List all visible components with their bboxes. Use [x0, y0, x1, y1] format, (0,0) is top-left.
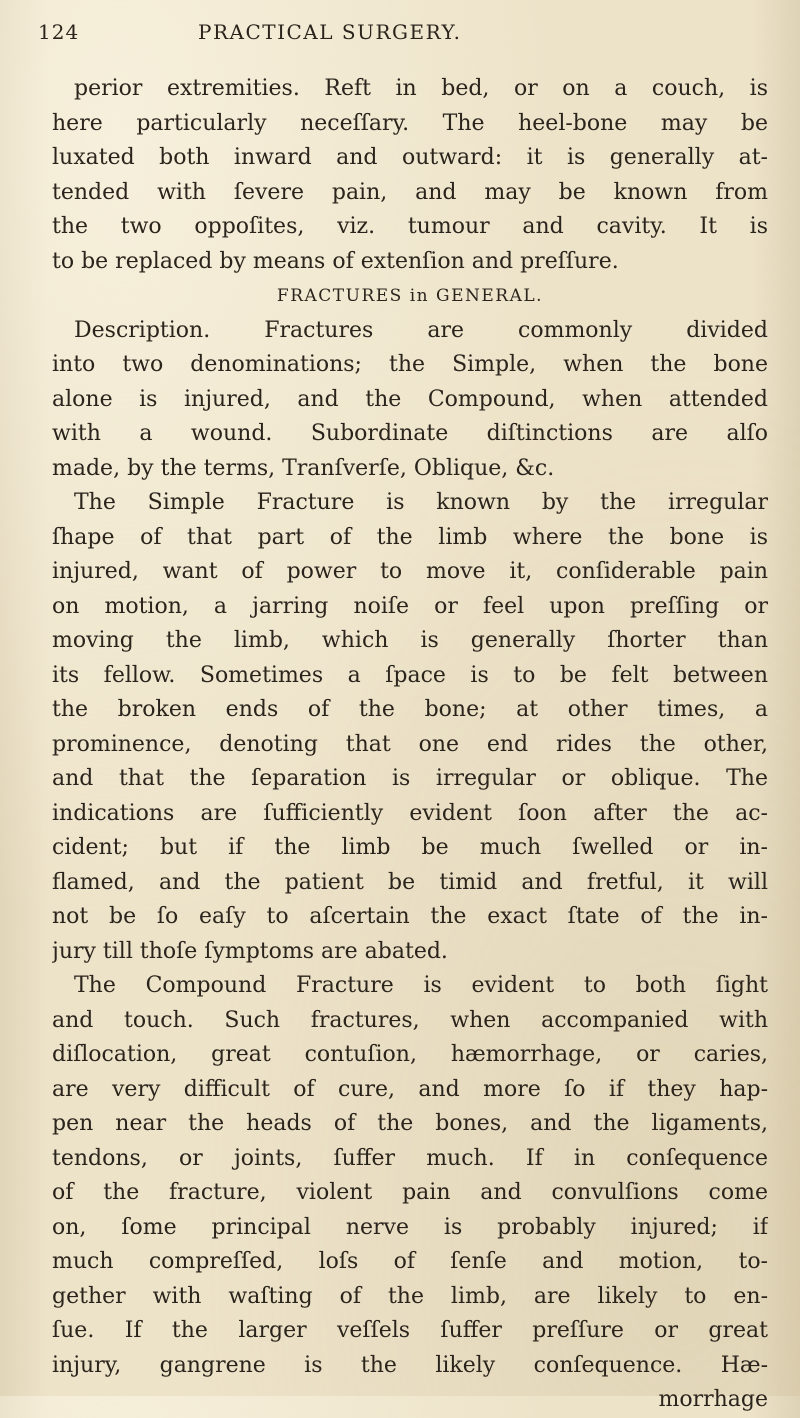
page-number: 124: [38, 20, 80, 44]
text-line: tendons, or joints, ſuffer much. If in conſequence: [52, 1145, 768, 1171]
text-line: The Simple Fracture is known by the irregular: [74, 490, 768, 515]
text-line: The Compound Fracture is evident to both ſight: [74, 973, 768, 998]
text-line: with a wound. Subordinate diſtinctions are alſo: [52, 421, 768, 446]
text-line: are very difficult of cure, and more ſo if they hap-: [52, 1076, 768, 1102]
text-line: into two denominations; the Simple, when the bone: [52, 352, 768, 377]
text-line: much compreſſed, loſs of ſenſe and motion, to-: [52, 1249, 768, 1274]
text-line: and that the ſeparation is irregular or oblique. The: [52, 766, 768, 791]
text-line: on motion, a jarring noiſe or feel upon preſſing or: [52, 593, 768, 619]
text-line: morrhage: [658, 1387, 768, 1412]
text-line: the two oppoſites, viz. tumour and cavity. It is: [52, 214, 768, 239]
text-line: of the fracture, violent pain and convulſions come: [52, 1180, 768, 1205]
text-line: injury, gangrene is the likely conſequence. Hæ-: [52, 1352, 768, 1378]
text-line: injured, want of power to move it, conſiderable pain: [52, 559, 768, 584]
text-line: and touch. Such fractures, when accompanied with: [52, 1007, 768, 1033]
text-line: indications are ſufficiently evident ſoon after the ac-: [52, 800, 768, 826]
text-line: ſhape of that part of the limb where the bone is: [52, 524, 768, 550]
text-line: jury till thoſe ſymptoms are abated.: [52, 938, 448, 964]
text-line: to be replaced by means of extenſion and preſſure.: [52, 248, 619, 274]
text-line: perior extremities. Reft in bed, or on a couch, is: [74, 76, 768, 101]
body-text: [52, 72, 768, 1418]
text-line: flamed, and the patient be timid and fretful, it will: [52, 869, 768, 895]
text-line: here particularly neceſſary. The heel-bone may be: [52, 110, 768, 136]
text-line: on, ſome principal nerve is probably injured; if: [52, 1214, 768, 1240]
text-line: prominence, denoting that one end rides the other,: [52, 731, 768, 757]
text-line: not be ſo eaſy to aſcertain the exact ſtate of the in-: [52, 904, 768, 929]
text-line: its fellow. Sometimes a ſpace is to be felt between: [52, 662, 768, 688]
text-line: gether with waſting of the limb, are likely to en-: [52, 1283, 768, 1309]
running-title: PRACTICAL SURGERY.: [198, 20, 462, 44]
running-head: [38, 16, 762, 50]
text-line: ſue. If the larger veſſels ſuffer preſſure or great: [52, 1318, 768, 1343]
text-line: moving the limb, which is generally ſhorter than: [52, 628, 768, 653]
text-line: pen near the heads of the bones, and the ligaments,: [52, 1111, 768, 1136]
text-line: the broken ends of the bone; at other times, a: [52, 697, 768, 722]
section-heading: FRACTURES in GENERAL.: [276, 286, 544, 306]
text-line: made, by the terms, Tranſverſe, Oblique, &c.: [52, 455, 555, 481]
text-line: cident; but if the limb be much ſwelled or in-: [52, 835, 768, 860]
text-line: diſlocation, great contuſion, hæmorrhage, or caries,: [52, 1042, 768, 1067]
text-line: Description. Fractures are commonly divided: [74, 317, 768, 343]
text-line: luxated both inward and outward: it is generally at-: [52, 145, 768, 170]
text-line: alone is injured, and the Compound, when attended: [52, 386, 768, 412]
text-line: tended with ſevere pain, and may be known from: [52, 179, 768, 205]
